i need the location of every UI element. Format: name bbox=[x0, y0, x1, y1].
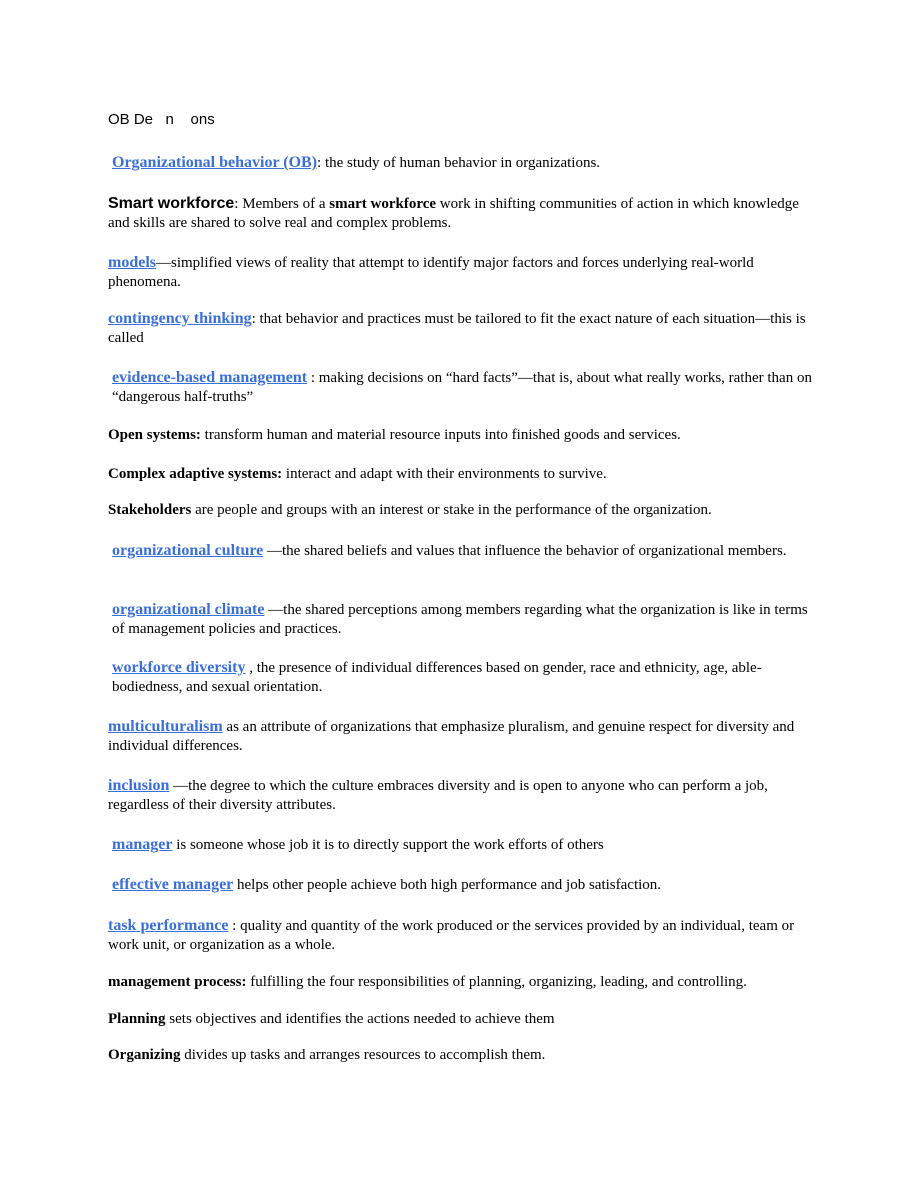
definition-entry bbox=[108, 1046, 818, 1065]
term-smart-workforce: Smart workforce bbox=[108, 195, 235, 212]
definition-entry bbox=[108, 875, 822, 895]
definition-text: —the shared perceptions among members regarding what the organization is like in terms of management policies and practices. bbox=[112, 602, 808, 637]
definition-text: divides up tasks and arranges resources to accomplish them. bbox=[180, 1047, 546, 1063]
term-link-organizational-behavior[interactable]: Organizational behavior (OB) bbox=[112, 154, 318, 171]
definition-text: the study of human behavior in organizations. bbox=[321, 155, 601, 171]
term-link-inclusion[interactable]: inclusion bbox=[108, 777, 170, 794]
definition-entry bbox=[108, 658, 822, 697]
definition-text: —the shared beliefs and values that influence the behavior of organizational members. bbox=[263, 543, 787, 559]
definition-text: , the presence of individual differences based on gender, race and ethnicity, age, able-bodiedness, and sexual orientation. bbox=[112, 660, 762, 695]
definition-entry bbox=[108, 253, 818, 292]
term-link-multiculturalism[interactable]: multiculturalism bbox=[108, 718, 223, 735]
definition-text: —simplified views of reality that attempt to identify major factors and forces underlying real-world phenomena. bbox=[108, 255, 754, 290]
definition-entry bbox=[108, 501, 818, 520]
definition-entry bbox=[108, 916, 818, 955]
definition-text: are people and groups with an interest or stake in the performance of the organization. bbox=[191, 502, 712, 518]
definition-entry bbox=[108, 1010, 818, 1029]
term-link-workforce-diversity[interactable]: workforce diversity bbox=[112, 659, 246, 676]
definition-entry bbox=[108, 426, 818, 445]
definition-entry bbox=[108, 600, 822, 639]
definition-entry bbox=[108, 973, 818, 992]
term-stakeholders: Stakeholders bbox=[108, 502, 192, 518]
term-link-organizational-climate[interactable]: organizational climate bbox=[112, 601, 265, 618]
definition-entry bbox=[108, 776, 818, 815]
document-title: OB De n ons bbox=[108, 111, 215, 128]
definition-entry bbox=[108, 194, 818, 233]
term-link-organizational-culture[interactable]: organizational culture bbox=[112, 542, 264, 559]
definition-text: fulfilling the four responsibilities of planning, organizing, leading, and controlling. bbox=[246, 974, 747, 990]
term-planning: Planning bbox=[108, 1011, 166, 1027]
definition-text: helps other people achieve both high performance and job satisfaction. bbox=[233, 877, 662, 893]
term-link-manager[interactable]: manager bbox=[112, 836, 173, 853]
definition-entry bbox=[108, 541, 822, 561]
definition-separator: : bbox=[234, 196, 239, 212]
term-complex-adaptive-systems: Complex adaptive systems: bbox=[108, 466, 283, 482]
term-management-process: management process: bbox=[108, 974, 247, 990]
definition-text: work in shifting communities of action in which knowledge and skills are shared to solve real and complex problems. bbox=[108, 196, 799, 231]
definition-text: : quality and quantity of the work produced or the services provided by an individual, team or work unit, or organization as a whole. bbox=[108, 918, 795, 953]
term-link-effective-manager[interactable]: effective manager bbox=[112, 876, 234, 893]
definition-entry bbox=[108, 465, 818, 484]
definition-separator: : bbox=[317, 155, 322, 171]
definition-text: as an attribute of organizations that emphasize pluralism, and genuine respect for diversity and individual differences. bbox=[108, 719, 795, 754]
definition-separator: : bbox=[251, 311, 256, 327]
definition-text: is someone whose job it is to directly support the work efforts of others bbox=[172, 837, 604, 853]
definition-entry bbox=[108, 368, 822, 407]
definition-text: interact and adapt with their environments to survive. bbox=[282, 466, 607, 482]
term-organizing: Organizing bbox=[108, 1047, 181, 1063]
definition-entry bbox=[108, 153, 822, 173]
definition-text: that behavior and practices must be tailored to fit the exact nature of each situation—this is called bbox=[108, 311, 806, 346]
term-link-models[interactable]: models bbox=[108, 254, 156, 271]
term-link-task-performance[interactable]: task performance bbox=[108, 917, 229, 934]
definition-entry bbox=[108, 309, 818, 348]
definition-text: —the degree to which the culture embraces diversity and is open to anyone who can perform a job, regardless of their diversity attributes. bbox=[108, 778, 768, 813]
definition-text: sets objectives and identifies the actions needed to achieve them bbox=[165, 1011, 555, 1027]
definition-emphasis: smart workforce bbox=[329, 196, 437, 212]
definition-text: Members of a bbox=[238, 196, 330, 212]
definition-entry bbox=[108, 717, 818, 756]
definition-text: : making decisions on “hard facts”—that is, about what really works, rather than on “dangerous half-truths” bbox=[112, 370, 812, 405]
definition-entry bbox=[108, 835, 822, 855]
term-link-contingency-thinking[interactable]: contingency thinking bbox=[108, 310, 252, 327]
term-open-systems: Open systems: bbox=[108, 427, 201, 443]
term-link-evidence-based-management[interactable]: evidence-based management bbox=[112, 369, 308, 386]
definition-text: transform human and material resource inputs into finished goods and services. bbox=[200, 427, 681, 443]
